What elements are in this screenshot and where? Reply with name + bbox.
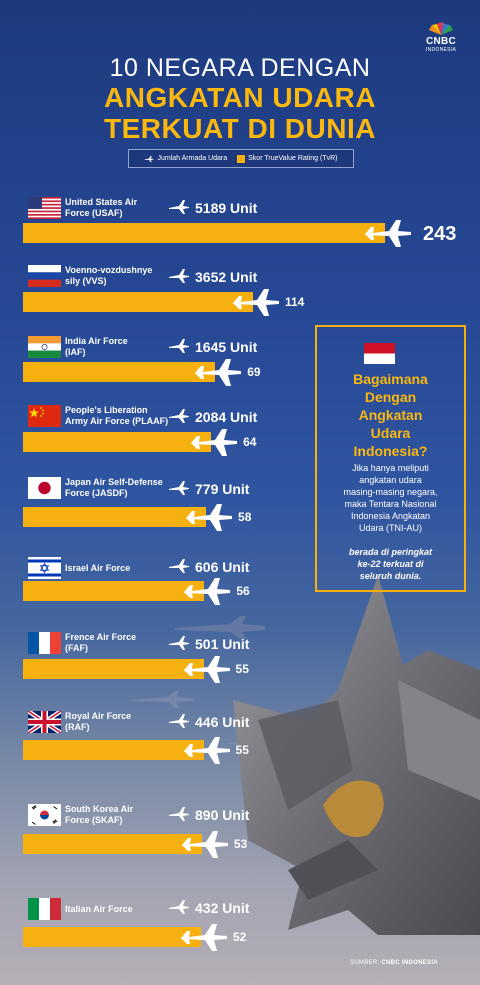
score-label: 56	[236, 584, 250, 598]
title-line-2: ANGKATAN UDARA	[104, 82, 376, 113]
bar-jet-icon	[182, 576, 232, 606]
score-bar	[23, 834, 202, 854]
air-force-name: India Air Force (IAF)	[65, 336, 128, 357]
score-label: 53	[233, 837, 248, 851]
air-force-name: Royal Air Force (RAF)	[65, 711, 132, 732]
fighter-jet-illustration	[228, 570, 480, 935]
air-force-name: Voenno-vozdushnye sily (VVS)	[65, 265, 153, 286]
jet-icon	[168, 713, 190, 729]
us-flag	[28, 197, 61, 219]
bar-jet-icon	[189, 427, 239, 457]
jet-icon	[168, 899, 190, 915]
fleet-count: 1645 Unit	[195, 339, 258, 355]
air-force-name: People's Liberation Army Air Force (PLAAF)	[65, 405, 169, 426]
bar-jet-icon	[182, 735, 232, 765]
score-label: 243	[423, 223, 457, 245]
score-label: 55	[235, 743, 249, 757]
jet-icon	[168, 199, 190, 215]
air-force-name: Frence Air Force (FAF)	[65, 632, 137, 653]
legend-score	[237, 155, 337, 163]
score-bar	[23, 927, 201, 947]
fleet-count: 779 Unit	[195, 481, 250, 497]
israel-flag	[28, 557, 61, 579]
air-force-name: Italian Air Force	[65, 904, 133, 914]
jet-icon	[168, 635, 190, 651]
russia-flag	[28, 265, 61, 287]
title-line-1: 10 NEGARA DENGAN	[109, 54, 371, 82]
jet-icon	[168, 558, 190, 574]
fleet-count: 501 Unit	[195, 636, 250, 652]
france-flag	[28, 632, 61, 654]
brand-name: CNBC	[425, 36, 457, 47]
uk-flag	[28, 711, 61, 733]
fleet-count: 2084 Unit	[195, 409, 258, 425]
legend-score-label: Skor TrueValue Rating (TvR)	[248, 155, 338, 162]
score-bar	[23, 581, 204, 601]
score-bar	[23, 223, 385, 243]
air-force-name: United States Air Force (USAF)	[65, 197, 138, 218]
legend-fleet-label: Jumlah Armada Udara	[157, 155, 228, 162]
score-label: 58	[238, 510, 252, 524]
air-force-name: South Korea Air Force (SKAF)	[65, 804, 134, 825]
indonesia-flag	[364, 343, 395, 364]
score-label: 114	[285, 295, 305, 309]
source-label: SUMBER:	[350, 960, 380, 966]
score-label: 55	[235, 662, 249, 676]
air-force-name: Israel Air Force	[65, 563, 131, 573]
india-flag	[28, 336, 61, 358]
score-bar	[23, 432, 211, 452]
score-bar	[23, 292, 253, 312]
bar-jet-icon	[184, 502, 234, 532]
score-bar	[23, 507, 206, 527]
brand-sub: INDONESIA	[425, 47, 457, 53]
bar-jet-icon	[363, 218, 413, 248]
italy-flag	[28, 898, 61, 920]
fleet-count: 606 Unit	[195, 559, 250, 575]
background-jet-2	[128, 688, 198, 710]
jet-icon	[168, 338, 190, 354]
legend-fleet	[144, 155, 227, 163]
jet-icon	[168, 480, 190, 496]
jet-icon	[168, 268, 190, 284]
legend-score-swatch	[237, 155, 245, 163]
score-bar	[23, 740, 204, 760]
info-highlight: berada di peringkat ke-22 terkuat di seluruh dunia.	[348, 547, 433, 581]
fleet-count: 3652 Unit	[195, 269, 258, 285]
air-force-name: Japan Air Self-Defense Force (JASDF)	[65, 477, 163, 498]
title-line-3: TERKUAT DI DUNIA	[104, 113, 376, 144]
fleet-count: 446 Unit	[195, 714, 250, 730]
bar-jet-icon	[180, 829, 230, 859]
score-bar	[23, 659, 204, 679]
info-body: Jika hanya meliputi angkatan udara masing-masing negara, maka Tentara Nasional Indonesia Angkatan Udara (TNI-AU)	[343, 463, 438, 533]
peacock-icon	[428, 22, 454, 36]
source-credit	[350, 960, 438, 966]
japan-flag	[28, 477, 61, 499]
bar-jet-icon	[193, 357, 243, 387]
china-flag	[28, 405, 61, 427]
source-value: CNBC INDONESIA	[381, 960, 438, 966]
score-label: 69	[247, 365, 261, 379]
south-korea-flag	[28, 804, 61, 826]
bar-jet-icon	[179, 922, 229, 952]
jet-icon	[168, 806, 190, 822]
bar-jet-icon	[182, 654, 232, 684]
info-question: Bagaimana Dengan Angkatan Udara Indonesia?	[353, 371, 428, 459]
fleet-count: 432 Unit	[195, 900, 250, 916]
jet-icon	[168, 408, 190, 424]
score-label: 52	[233, 930, 247, 944]
fleet-count: 890 Unit	[195, 807, 250, 823]
jet-icon	[144, 155, 154, 163]
score-bar	[23, 362, 215, 382]
fleet-count: 5189 Unit	[195, 200, 258, 216]
legend	[128, 149, 354, 168]
bar-jet-icon	[231, 287, 281, 317]
score-label: 64	[243, 435, 257, 449]
